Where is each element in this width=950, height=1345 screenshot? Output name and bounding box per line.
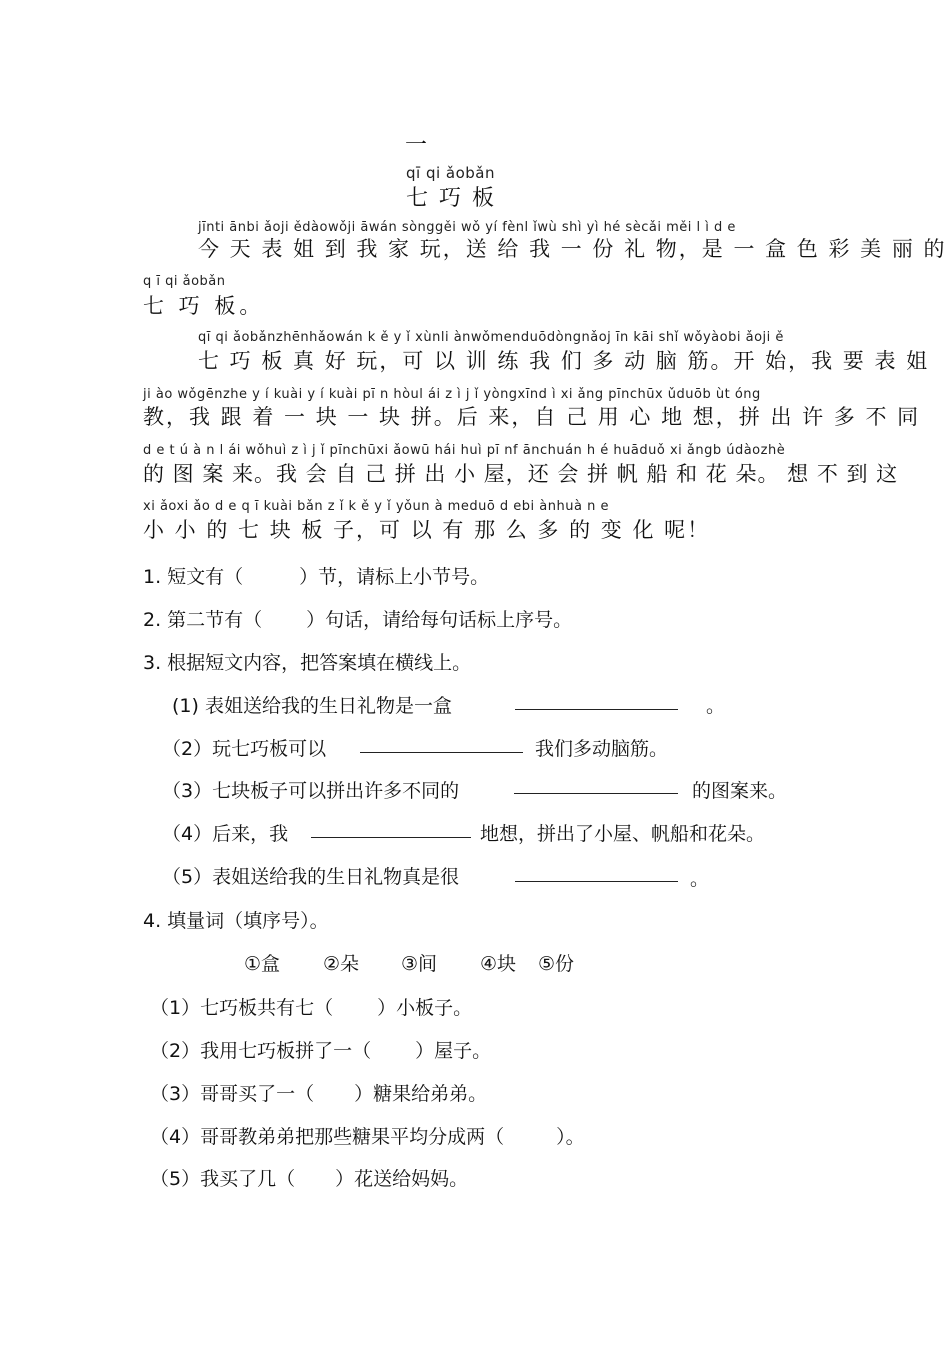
measure-word-options — [244, 949, 574, 976]
question-4-item-5-before: （5）我买了几（ — [150, 1168, 296, 1190]
question-4-item-2-before: （2）我用七巧板拼了一（ — [150, 1040, 372, 1062]
question-3-item-4-blank[interactable] — [311, 836, 471, 838]
passage-line-5-text: 的 图 案 来。我 会 自 己 拼 出 小 屋，还 会 拼 帆 船 和 花 朵。 想 不 到 这 — [143, 462, 899, 486]
passage-line-6-pinyin: xi ǎoxi ǎo d e q ī kuài bǎn z ǐ k ě y ǐ yǒun à meduō d ebi ànhuà n e — [143, 499, 609, 514]
passage-line-5-pinyin: d e t ú à n l ái wǒhuì z ì j ǐ pīnchūxi ǎowū hái huì pī nf ānchuán h é huāduǒ xi ǎngb údàozhè — [143, 443, 786, 458]
question-4-item-1-before: （1）七巧板共有七（ — [150, 997, 334, 1019]
passage-line-6-text: 小 小 的 七 块 板 子，可 以 有 那 么 多 的 变 化 呢！ — [143, 518, 711, 542]
question-1-before: 1. 短文有（ — [143, 566, 244, 588]
question-3-item-2 — [162, 734, 326, 761]
question-3-item-4-after: 地想，拼出了小屋、帆船和花朵。 — [480, 823, 766, 845]
question-3-item-1-before: (1) 表姐送给我的生日礼物是一盒 — [172, 695, 452, 717]
question-3-item-2-blank[interactable] — [360, 751, 523, 753]
passage-line-2-pinyin: q ī qi ǎobǎn — [143, 274, 226, 289]
option-5: ⑤份 — [538, 953, 575, 975]
question-3-item-1-after: 。 — [706, 695, 726, 717]
option-1: ①盒 — [244, 953, 281, 975]
question-4-item-4-after: ）。 — [556, 1126, 585, 1148]
question-3-item-3-before: （3）七块板子可以拼出许多不同的 — [162, 780, 460, 802]
question-4-item-1 — [150, 993, 472, 1020]
question-3-item-1-blank[interactable] — [515, 708, 678, 710]
question-4-item-3-after: ）糖果给弟弟。 — [354, 1083, 488, 1105]
question-3-item-4-before: （4）后来，我 — [162, 823, 289, 845]
passage-line-1-text: 今 天 表 姐 到 我 家 玩，送 给 我 一 份 礼 物，是 一 盒 色 彩 美 丽 的 — [198, 237, 947, 261]
question-3-item-5-before: （5）表姐送给我的生日礼物真是很 — [162, 866, 460, 888]
question-3-title: 3. 根据短文内容，把答案填在横线上。 — [143, 652, 472, 674]
question-3-item-3-blank[interactable] — [514, 792, 678, 794]
question-3-item-2-after: 我们多动脑筋。 — [535, 738, 669, 760]
question-2 — [143, 605, 572, 632]
passage-line-2-text: 七 巧 板。 — [143, 294, 265, 318]
question-3-item-5 — [162, 862, 459, 889]
passage-line-4-text: 教，我 跟 着 一 块 一 块 拼。后 来，自 己 用 心 地 想，拼 出 许 多 不 同 — [143, 405, 921, 429]
question-3-item-1 — [172, 691, 452, 718]
question-4-item-5-after: ）花送给妈妈。 — [335, 1168, 469, 1190]
question-2-after: ）句话，请给每句话标上序号。 — [306, 609, 573, 631]
title-pinyin: qī qi ǎobǎn — [406, 164, 496, 182]
question-4-item-3-before: （3）哥哥买了一（ — [150, 1083, 315, 1105]
title-text: 七 巧 板 — [406, 186, 496, 211]
question-1 — [143, 562, 489, 589]
lesson-number: 一 — [405, 133, 428, 158]
question-4-item-1-after: ）小板子。 — [377, 997, 473, 1019]
question-2-before: 2. 第二节有（ — [143, 609, 263, 631]
question-4-item-3 — [150, 1079, 487, 1106]
question-3-item-5-after: 。 — [690, 868, 710, 890]
question-4-item-4 — [150, 1122, 585, 1149]
question-3-item-2-before: （2）玩七巧板可以 — [162, 738, 327, 760]
question-4-item-2 — [150, 1036, 491, 1063]
option-4: ④块 — [480, 953, 517, 975]
passage-line-1-pinyin: jīnti ānbi ǎoji ědàowǒji āwán sònggěi wǒ yí fènl ǐwù shì yì hé sècǎi měi l ì d e — [198, 220, 736, 235]
passage-line-3-pinyin: qī qi ǎobǎnzhēnhǎowán k ě y ǐ xùnli ànwǒmenduōdòngnǎoj īn kāi shǐ wǒyàobi ǎoji ě — [198, 330, 784, 345]
question-3-item-3 — [162, 776, 459, 803]
question-4-title: 4. 填量词（填序号）。 — [143, 910, 329, 932]
question-4-item-4-before: （4）哥哥教弟弟把那些糖果平均分成两（ — [150, 1126, 505, 1148]
passage-line-3-text: 七 巧 板 真 好 玩，可 以 训 练 我 们 多 动 脑 筋。开 始，我 要 表 姐 — [198, 349, 930, 373]
question-4-item-5 — [150, 1164, 468, 1191]
question-1-after: ）节，请标上小节号。 — [299, 566, 490, 588]
option-3: ③间 — [401, 953, 438, 975]
option-2: ②朵 — [323, 953, 360, 975]
question-3-item-5-blank[interactable] — [515, 880, 678, 882]
question-3-item-4 — [162, 819, 288, 846]
question-3-item-3-after: 的图案来。 — [692, 780, 788, 802]
question-4-item-2-after: ）屋子。 — [415, 1040, 492, 1062]
passage-line-4-pinyin: ji ào wǒgēnzhe y í kuài y í kuài pī n hòul ái z ì j ǐ yòngxīnd ì xi ǎng pīnchūx ǔduōb ùt óng — [143, 387, 761, 402]
